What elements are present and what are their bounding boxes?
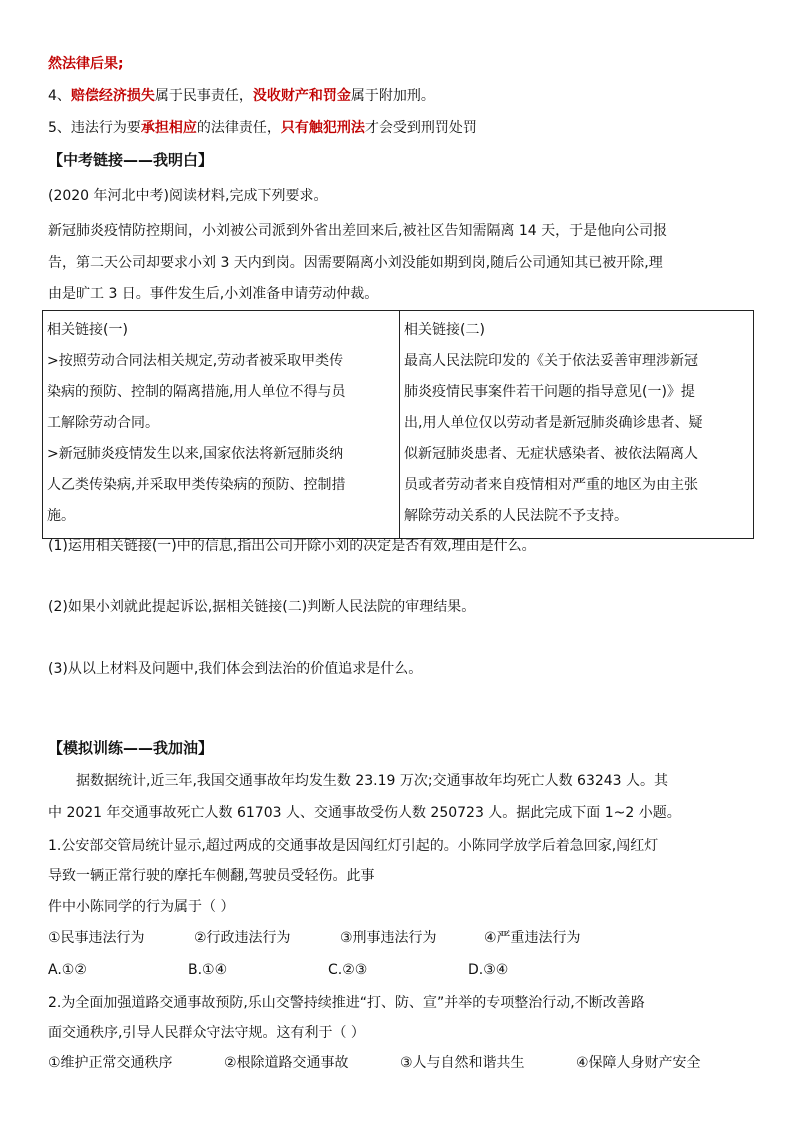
material-line: 告，第二天公司却要求小刘 3 天内到岗。因需要隔离小刘没能如期到岗,随后公司通知其已被开除,理 (48, 255, 663, 271)
mc1-stem-line: 件中小陈同学的行为属于（ ） (48, 899, 235, 915)
point-5-mid: 的法律责任， (196, 120, 281, 136)
point-5 (48, 118, 477, 138)
material-line: 新冠肺炎疫情防控期间，小刘被公司派到外省出差回来后,被社区告知需隔离 14 天，于是他向公司报 (48, 223, 668, 239)
choice-b[interactable]: B.①④ (188, 962, 228, 978)
related-link-2-cell (400, 311, 754, 539)
mc2-item: ②根除道路交通事故 (224, 1055, 349, 1071)
mc2-stem-line: 面交通秩序,引导人民群众守法守规。这有利于（ ） (48, 1025, 365, 1041)
intro-line: 据数据统计,近三年,我国交通事故年均发生数 23.19 万次;交通事故年均死亡人数 63243 人。其 (76, 773, 669, 789)
mc1-choices (48, 960, 508, 980)
mc2-item: ①维护正常交通秩序 (48, 1055, 173, 1071)
point-4-key1: 赔偿经济损失 (70, 88, 155, 104)
choice-c[interactable]: C.②③ (328, 962, 368, 978)
point-4-suffix: 属于附加刑。 (350, 88, 435, 104)
question-3: (3)从以上材料及问题中,我们体会到法治的价值追求是什么。 (48, 661, 423, 677)
point-4-key2: 没收财产和罚金 (252, 88, 351, 104)
mc1-stem-line: 1.公安部交管局统计显示,超过两成的交通事故是因闯红灯引起的。小陈同学放学后着急回家,闯红灯 (48, 838, 659, 854)
point-4 (48, 86, 435, 106)
cell-line: 出,用人单位仅以劳动者是新冠肺炎确诊患者、疑 (404, 415, 703, 431)
mc2-stem-line: 2.为全面加强道路交通事故预防,乐山交警持续推进“打、防、宣”并举的专项整治行动,不断改善路 (48, 995, 645, 1011)
related-links-table (42, 310, 754, 539)
choice-a[interactable]: A.①② (48, 962, 87, 978)
cell-line: >按照劳动合同法相关规定,劳动者被采取甲类传 (47, 353, 344, 369)
cell-line: 最高人民法院印发的《关于依法妥善审理涉新冠 (404, 353, 698, 369)
question-1: (1)运用相关链接(一)中的信息,指出公司开除小刘的决定是否有效,理由是什么。 (48, 538, 536, 554)
cell-line: 肺炎疫情民事案件若干问题的指导意见(一)》提 (404, 384, 695, 400)
point-4-prefix: 4、 (48, 88, 71, 104)
mc1-item: ②行政违法行为 (194, 930, 291, 946)
continuation-line: 然法律后果; (48, 56, 124, 72)
mc1-items (48, 928, 581, 948)
question-2: (2)如果小刘就此提起诉讼,据相关链接(二)判断人民法院的审理结果。 (48, 599, 476, 615)
material-line: 由是旷工 3 日。事件发生后,小刘准备申请劳动仲裁。 (48, 286, 379, 302)
mc2-item: ④保障人身财产安全 (576, 1055, 701, 1071)
mc2-item: ③人与自然和谐共生 (400, 1055, 525, 1071)
point-5-prefix: 5、违法行为要 (48, 120, 141, 136)
choice-d[interactable]: D.③④ (468, 962, 509, 978)
mc1-item: ④严重违法行为 (484, 930, 581, 946)
intro-line: 中 2021 年交通事故死亡人数 61703 人、交通事故受伤人数 250723 人。据此完成下面 1~2 小题。 (48, 805, 681, 821)
section-heading-practice: 【模拟训练——我加油】 (48, 739, 214, 757)
cell-line: 工解除劳动合同。 (47, 415, 159, 431)
cell-line: 员或者劳动者来自疫情相对严重的地区为由主张 (404, 477, 698, 493)
point-5-key2: 只有触犯刑法 (280, 120, 365, 136)
cell-line: 相关链接(二) (404, 322, 485, 338)
table-row (43, 311, 754, 539)
mc1-item: ①民事违法行为 (48, 930, 145, 946)
cell-line: 相关链接(一) (47, 322, 128, 338)
mc1-stem-line: 导致一辆正常行驶的摩托车侧翻,驾驶员受轻伤。此事 (48, 868, 375, 884)
cell-line: 施。 (47, 508, 75, 524)
section-heading-exam-link: 【中考链接——我明白】 (48, 151, 214, 169)
cell-line: 解除劳动关系的人民法院不予支持。 (404, 508, 628, 524)
point-4-mid: 属于民事责任， (154, 88, 253, 104)
cell-line: 染病的预防、控制的隔离措施,用人单位不得与员 (47, 384, 346, 400)
related-link-1-cell (43, 311, 400, 539)
point-5-suffix: 才会受到刑罚处罚 (364, 120, 477, 136)
exam-source: (2020 年河北中考)阅读材料,完成下列要求。 (48, 188, 328, 204)
cell-line: 似新冠肺炎患者、无症状感染者、被依法隔离人 (404, 446, 698, 462)
point-5-key1: 承担相应 (140, 120, 197, 136)
cell-line: 人乙类传染病,并采取甲类传染病的预防、控制措 (47, 477, 346, 493)
cell-line: >新冠肺炎疫情发生以来,国家依法将新冠肺炎纳 (47, 446, 344, 462)
mc1-item: ③刑事违法行为 (340, 930, 437, 946)
mc2-items (48, 1053, 701, 1073)
